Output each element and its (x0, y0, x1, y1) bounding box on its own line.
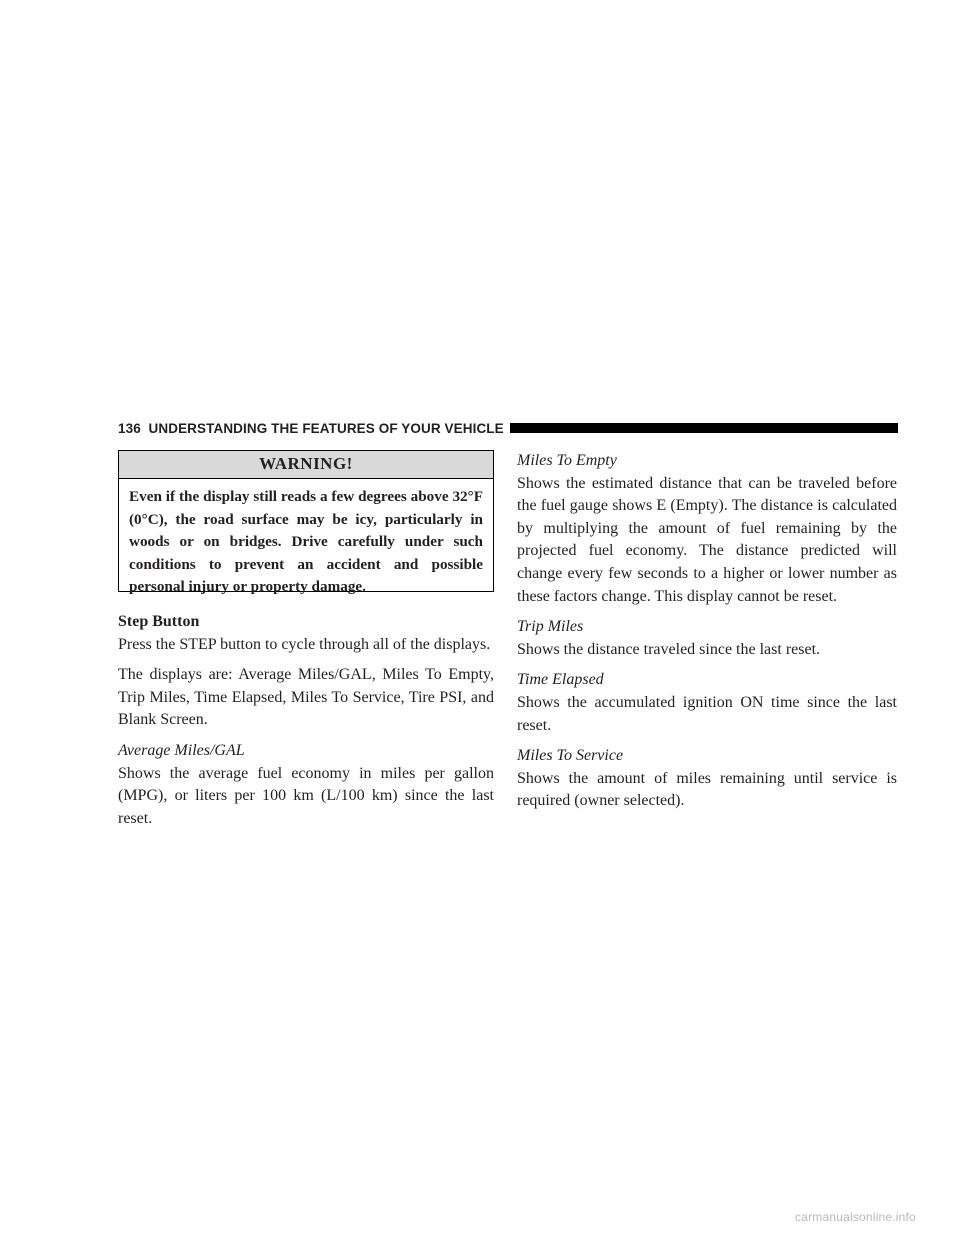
average-miles-text: Shows the average fuel economy in miles per gallon (MPG), or liters per 100 km (L/100 km) since the last reset. (118, 764, 494, 827)
left-column (118, 450, 494, 830)
displays-list-text: The displays are: Average Miles/GAL, Miles To Empty, Trip Miles, Time Elapsed, Miles To Service, Tire PSI, and Blank Screen. (118, 666, 494, 729)
site-watermark: carmanualsonline.info (795, 1210, 916, 1224)
time-elapsed-heading: Time Elapsed (517, 671, 604, 689)
page-number: 136 (118, 420, 141, 436)
miles-to-empty-heading: Miles To Empty (517, 452, 617, 469)
miles-to-empty-text: Shows the estimated distance that can be traveled before the fuel gauge shows E (Empty). The distance is calculated by multiplying the amount of fuel remaining by the projected fuel economy. The distance predicted will change every few seconds to a higher or lower number as these factors change. This display cannot be reset. (517, 474, 897, 605)
right-column (517, 450, 897, 813)
step-button-text: Press the STEP button to cycle through all of the displays. (118, 635, 491, 653)
warning-title: WARNING! (119, 451, 493, 479)
warning-text: Even if the display still reads a few degrees above 32°F (0°C), the road surface may be icy, particularly in woods or on bridges. Drive carefully under such conditions to prevent an accident and possible personal injury or property damage. (129, 488, 483, 596)
page-header (118, 418, 898, 438)
miles-to-service-text: Shows the amount of miles remaining until service is required (owner selected). (517, 769, 897, 810)
miles-to-service-heading: Miles To Service (517, 747, 624, 765)
warning-box (118, 450, 494, 596)
chapter-title: UNDERSTANDING THE FEATURES OF YOUR VEHICLE (148, 420, 504, 436)
time-elapsed-text: Shows the accumulated ignition ON time since the last reset. (517, 693, 897, 734)
average-miles-heading: Average Miles/GAL (118, 741, 245, 759)
header-rule (510, 423, 898, 433)
trip-miles-text: Shows the distance traveled since the last reset. (517, 640, 821, 658)
step-button-heading: Step Button (118, 613, 200, 630)
trip-miles-heading: Trip Miles (517, 618, 584, 636)
